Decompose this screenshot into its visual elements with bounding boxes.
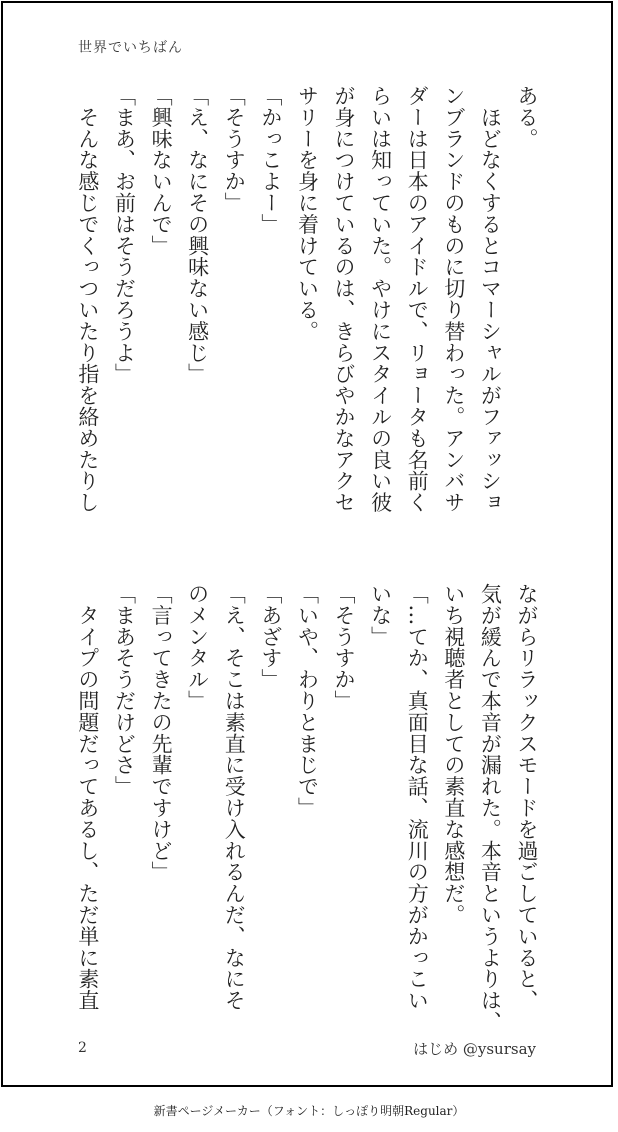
upper-line: 「え、なにその興味ない感じ」 bbox=[185, 85, 210, 385]
text-block-lower bbox=[69, 583, 545, 1033]
upper-line: そんな感じでくっついたり指を絡めたりし bbox=[75, 85, 100, 513]
upper-line: ほどなくするとコマーシャルがファッショ bbox=[478, 85, 503, 513]
upper-line: 「興味ないんで」 bbox=[149, 85, 174, 257]
upper-line: 「そうすか」 bbox=[222, 85, 247, 214]
upper-line: ある。 bbox=[515, 85, 539, 150]
lower-line: 「…てか、真面目な話、流川の方がかっこい bbox=[405, 583, 430, 1011]
lower-line: タイプの問題だってあるし、ただ単に素直 bbox=[75, 583, 100, 1011]
lower-line: 「そうすか」 bbox=[332, 583, 357, 712]
lower-line: 気が緩んで本音が漏れた。本音というよりは、 bbox=[478, 583, 503, 1033]
upper-line: 「かっこよー」 bbox=[258, 85, 283, 235]
lower-line: のメンタル」 bbox=[185, 583, 210, 712]
lower-line: いち視聴者としての素直な感想だ。 bbox=[441, 583, 466, 926]
upper-line: らいは知っていた。やけにスタイルの良い彼 bbox=[368, 85, 393, 513]
upper-line: 「まあ、お前はそうだろうよ」 bbox=[112, 85, 137, 385]
lower-line: 「言ってきたの先輩ですけど」 bbox=[149, 583, 174, 883]
upper-line: が身につけているのは、きらびやかなアクセ bbox=[332, 85, 357, 513]
page-number: 2 bbox=[78, 1040, 87, 1056]
footer-caption: 新書ページメーカー（フォント：しっぽり明朝Regular） bbox=[153, 1104, 465, 1118]
author-credit: はじめ @ysursay bbox=[413, 1040, 536, 1058]
lower-line: 「え、そこは素直に受け入れるんだ、なにそ bbox=[222, 583, 247, 1011]
lower-line: ながらリラックスモードを過ごしていると、 bbox=[515, 583, 539, 1011]
lower-line: いな」 bbox=[368, 583, 393, 648]
page-frame bbox=[1, 1, 613, 1087]
upper-line: サリーを身に着けている。 bbox=[295, 85, 320, 342]
lower-line: 「あざす」 bbox=[258, 583, 283, 690]
lower-line: 「いや、わりとまじで」 bbox=[295, 583, 320, 819]
upper-line: ンブランドのものに切り替わった。アンバサ bbox=[441, 85, 466, 513]
lower-line: 「まあそうだけどさ」 bbox=[112, 583, 137, 797]
upper-line: ダーは日本のアイドルで、リョータも名前く bbox=[405, 85, 430, 513]
text-block-upper bbox=[69, 85, 545, 525]
page-title: 世界でいちばん bbox=[78, 40, 183, 56]
